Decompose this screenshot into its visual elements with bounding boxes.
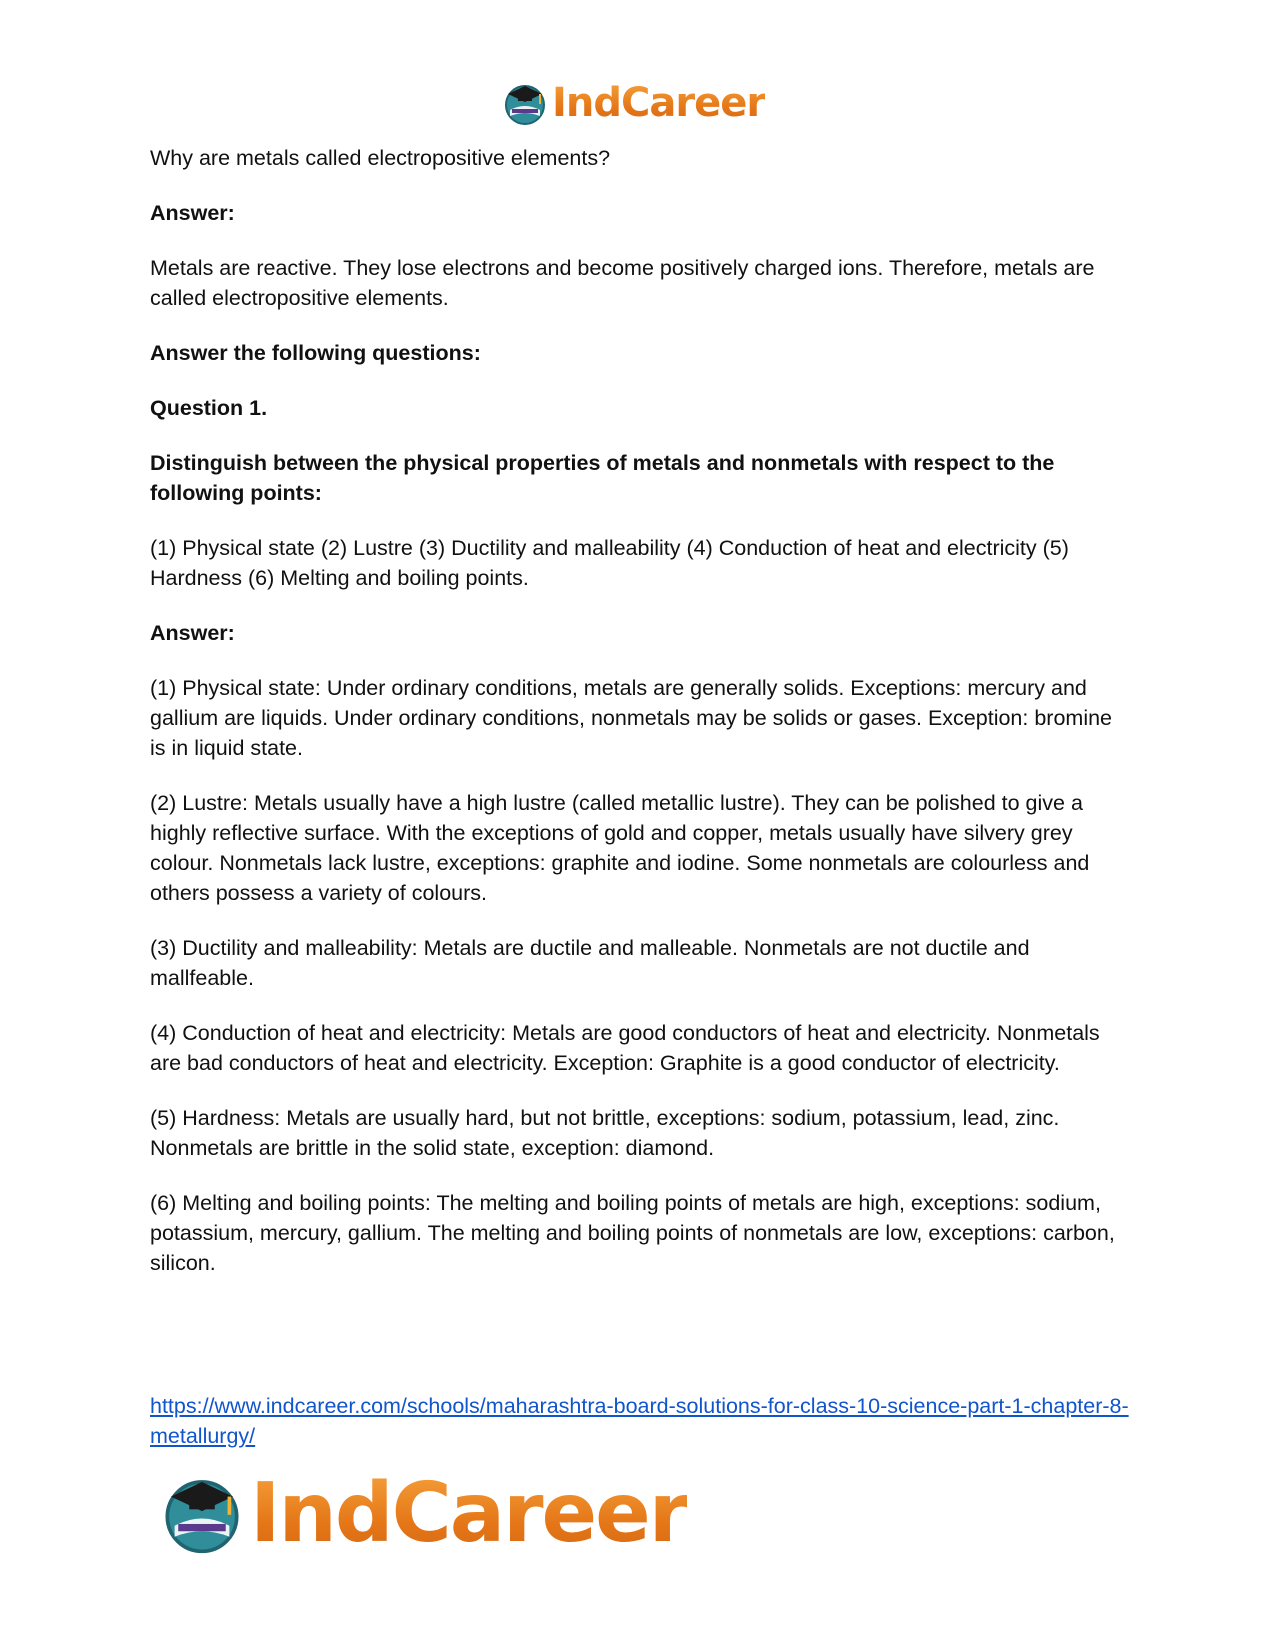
footer-logo-text: IndCareer [250,1465,688,1561]
question-points: (1) Physical state (2) Lustre (3) Ductility and malleability (4) Conduction of heat and electricity (5) Hardness (6) Melting and boiling points. [150,536,1069,590]
answer-paragraph-ductility: (3) Ductility and malleability: Metals are ductile and malleable. Nonmetals are not ductile and mallfeable. [150,936,1030,990]
source-link[interactable]: https://www.indcareer.com/schools/maharashtra-board-solutions-for-class-10-science-part-1-chapter-8-metallurgy/ [150,1394,1129,1448]
answer-label: Answer: [150,621,235,645]
answer-paragraph-conduction: (4) Conduction of heat and electricity: Metals are good conductors of heat and electricity. Nonmetals are bad conductors of heat and electricity. Exception: Graphite is a good conductor of electricity. [150,1021,1100,1075]
section-heading: Answer the following questions: [150,341,481,365]
answer-paragraph-physical-state: (1) Physical state: Under ordinary conditions, metals are generally solids. Exceptions: mercury and gallium are liquids. Under ordinary conditions, nonmetals may be solids or gases. Exception: bromine is in liquid state. [150,676,1113,760]
question-text: Distinguish between the physical properties of metals and nonmetals with respect to the following points: [150,451,1055,505]
question-number: Question 1. [150,396,268,420]
answer-paragraph-lustre: (2) Lustre: Metals usually have a high lustre (called metallic lustre). They can be polished to give a highly reflective surface. With the exceptions of gold and copper, metals usually have silvery grey colour. Nonmetals lack lustre, exceptions: graphite and iodine. Some nonmetals are colourless and others possess a variety of colours. [150,791,1090,905]
header-logo [502,78,765,128]
footer-logo [160,1465,688,1561]
answer-label: Answer: [150,201,235,225]
answer-paragraph-hardness: (5) Hardness: Metals are usually hard, but not brittle, exceptions: sodium, potassium, lead, zinc. Nonmetals are brittle in the solid state, exception: diamond. [150,1106,1060,1160]
graduation-globe-icon [502,80,548,126]
header-logo-text: IndCareer [552,80,766,126]
question-intro: Why are metals called electropositive elements? [150,146,611,170]
answer-paragraph-melting-points: (6) Melting and boiling points: The melting and boiling points of metals are high, exceptions: sodium, potassium, mercury, gallium. The melting and boiling points of nonmetals are low, exceptions: carbon, silicon. [150,1191,1115,1275]
answer-text: Metals are reactive. They lose electrons and become positively charged ions. Therefore, metals are called electropositive elements. [150,256,1095,310]
document-body [150,143,1130,1303]
graduation-globe-icon [160,1471,244,1555]
source-link-block [150,1391,1140,1451]
